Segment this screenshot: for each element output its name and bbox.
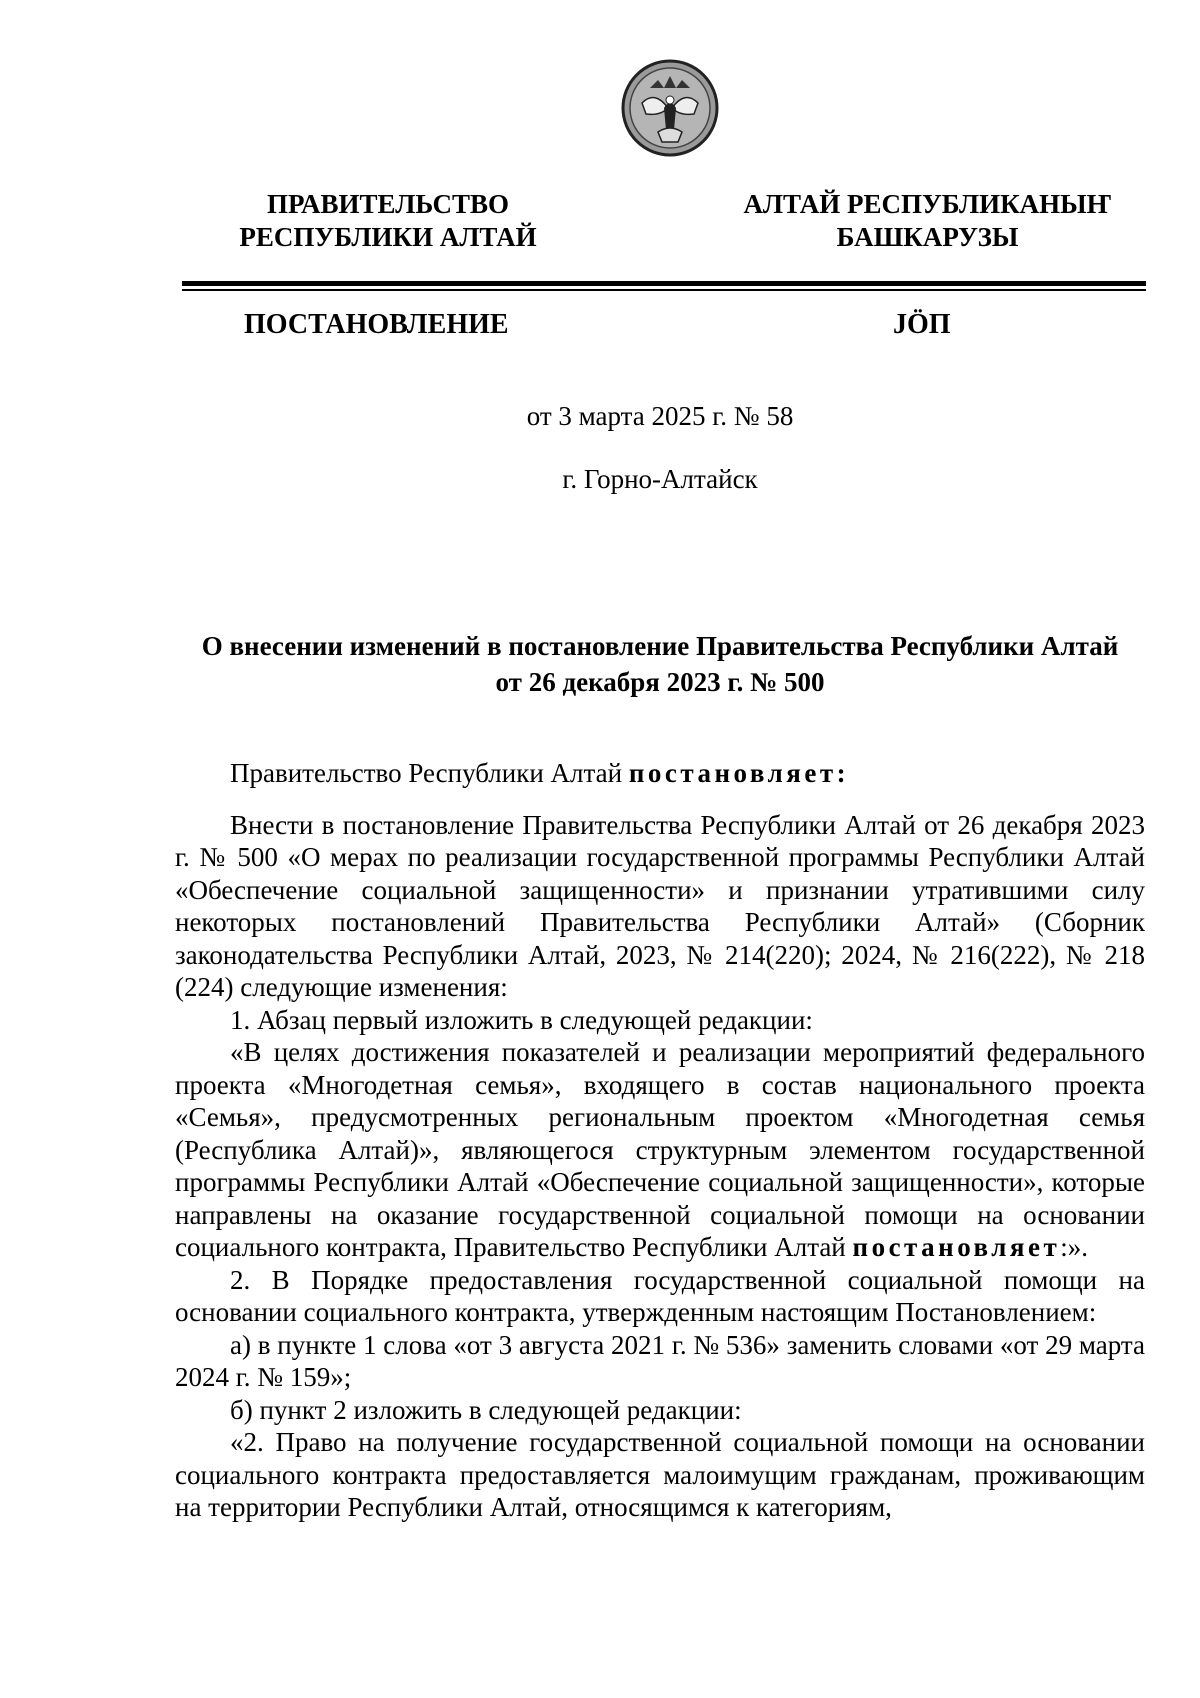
government-name-line-1: ПРАВИТЕЛЬСТВО: [266, 189, 510, 219]
city: г. Горно-Алтайск: [562, 464, 758, 494]
date-and-number: от 3 марта 2025 г. № 58: [526, 401, 794, 431]
intro-end: :: [836, 758, 850, 788]
intro-text: Правительство Республики Алтай: [230, 758, 623, 788]
paragraph-item-1: 1. Абзац первый изложить в следующей редакции:: [230, 1004, 813, 1035]
government-name-altai-line-1: АЛТАЙ РЕСПУБЛИКАНЫҤ: [743, 189, 1112, 219]
paragraph-new-wording: [175, 1036, 1145, 1264]
document-type-altai: JÖП: [893, 309, 951, 340]
government-name-altai: [735, 188, 1120, 254]
coat-of-arms-emblem-icon: [620, 58, 720, 158]
intro-paragraph: [175, 757, 1145, 790]
document-title-line-2: от 26 декабря 2023 г. № 500: [495, 667, 825, 697]
document-body: [175, 757, 1145, 1524]
paragraph-item-b: б) пункт 2 изложить в следующей редакции:: [230, 1394, 742, 1425]
government-name-russian: [218, 188, 558, 254]
paragraph-item-2: 2. В Порядке предоставления государственной социальной помощи на основании социального контракта, утвержденным настоящим Постановлением:: [175, 1264, 1145, 1327]
header-divider-thick: [182, 281, 1146, 286]
paragraph-point-2: «2. Право на получение государственной социальной помощи на основании социального контракта предоставляется малоимущим гражданам, проживающим на территории Республики Алтай, относящимся к категориям,: [175, 1427, 1145, 1522]
government-name-altai-line-2: БАШКАРУЗЫ: [836, 222, 1019, 252]
document-type-russian: ПОСТАНОВЛЕНИЕ: [244, 309, 509, 340]
header-divider-thin: [182, 289, 1146, 291]
new-wording-text: «В целях достижения показателей и реализации мероприятий федерального проекта «Многодетная семья», входящего в состав национального проекта «Семья», предусмотренных региональным проектом «Многодетная семья (Республика Алтай)», являющегося структурным элементом государственной программы Республики Алтай «Обеспечение социальной защищенности», которые направлены на оказание государственной социальной помощи на основании социального контракта, Правительство Республики Алтай: [175, 1037, 1145, 1262]
government-name-line-2: РЕСПУБЛИКИ АЛТАЙ: [239, 222, 537, 252]
new-wording-end: :».: [1060, 1232, 1089, 1262]
decree-word-2: постановляет: [852, 1232, 1061, 1262]
decree-word: постановляет: [628, 758, 837, 788]
paragraph-item-a: а) в пункте 1 слова «от 3 августа 2021 г. № 536» заменить словами «от 29 марта 2024 г. № 159»;: [175, 1329, 1145, 1392]
document-title: [160, 628, 1160, 700]
paragraph-amendment: Внести в постановление Правительства Республики Алтай от 26 декабря 2023 г. № 500 «О мерах по реализации государственной программы Республики Алтай «Обеспечение социальной защищенности» и признании утратившими силу некоторых постановлений Правительства Республики Алтай» (Сборник законодательства Республики Алтай, 2023, № 214(220); 2024, № 216(222), № 218 (224) следующие изменения:: [175, 809, 1145, 1002]
document-title-line-1: О внесении изменений в постановление Правительства Республики Алтай: [201, 631, 1119, 661]
